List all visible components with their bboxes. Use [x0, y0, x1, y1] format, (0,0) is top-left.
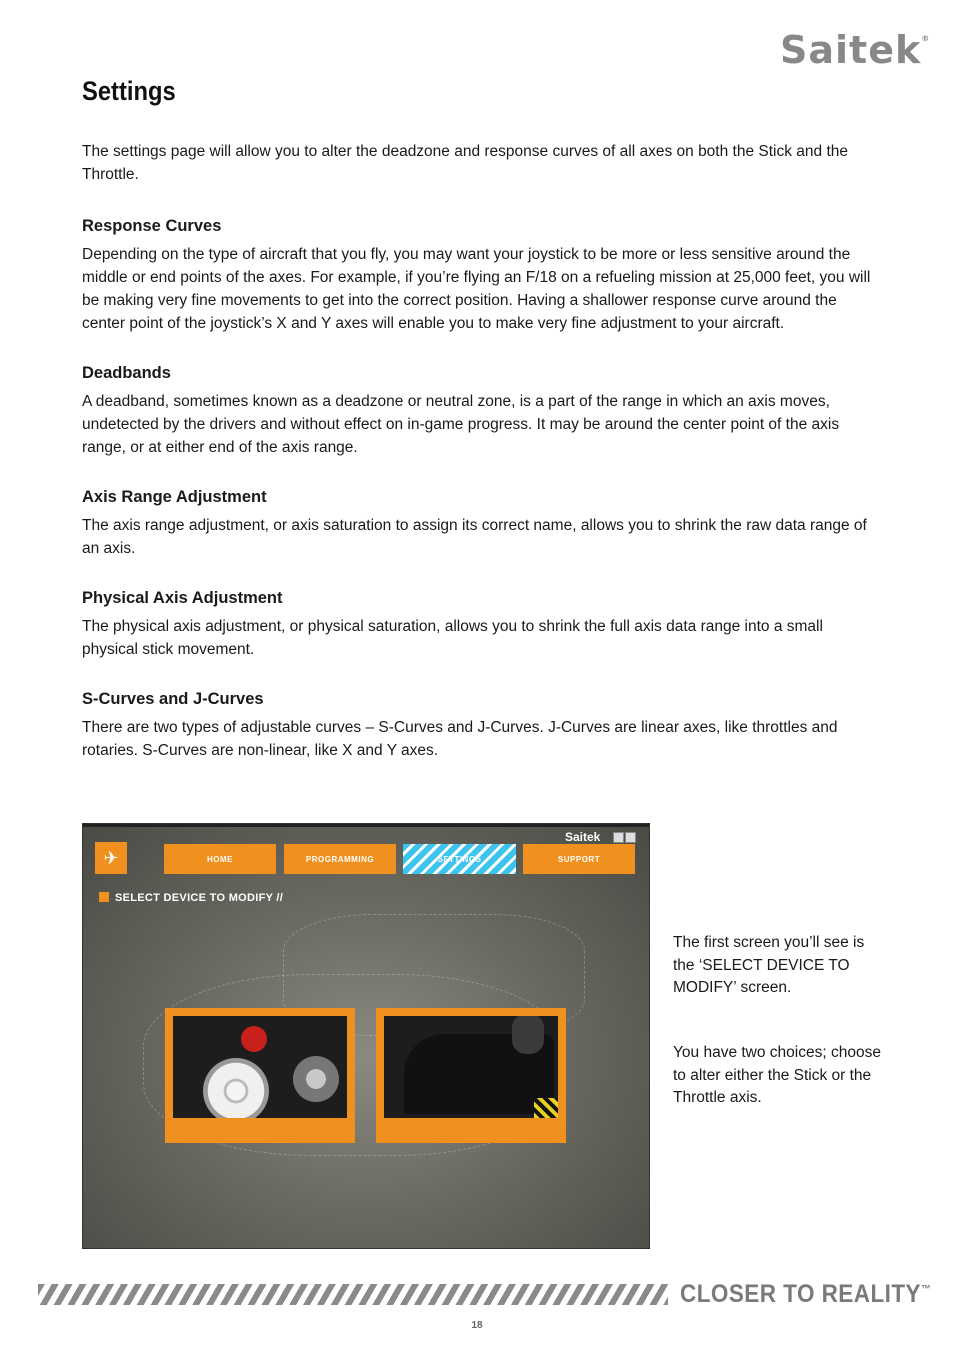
tab-programming[interactable]: PROGRAMMING — [284, 844, 396, 874]
section-physical-axis — [82, 587, 872, 661]
stick-yellow-marking — [534, 1098, 558, 1118]
white-dial — [203, 1058, 269, 1118]
stick-hat — [512, 1016, 544, 1054]
section-body: The physical axis adjustment, or physical saturation, allows you to shrink the full axis data range into a small physical stick movement. — [82, 618, 823, 658]
section-heading: S-Curves and J-Curves — [82, 690, 264, 708]
intro-paragraph: The settings page will allow you to alter the deadzone and response curves of all axes on both the Stick and the Throttle. — [82, 143, 849, 183]
section-response-curves — [82, 215, 872, 335]
side-note-choices: You have two choices; choose to alter either the Stick or the Throttle axis. — [673, 1044, 881, 1106]
grey-dial — [293, 1056, 339, 1102]
tab-home[interactable]: HOME — [164, 844, 276, 874]
page-title: Settings — [82, 76, 176, 106]
device-stick[interactable] — [376, 1008, 566, 1143]
section-axis-range — [82, 486, 872, 560]
section-body: The axis range adjustment, or axis saturation to assign its correct name, allows you to shrink the raw data range of an axis. — [82, 517, 867, 557]
saitek-logo: Saitek® — [780, 28, 931, 72]
section-deadbands — [82, 362, 872, 459]
arrow-icon — [99, 892, 109, 902]
device-throttle[interactable] — [165, 1008, 355, 1143]
page-number: 18 — [471, 1320, 483, 1331]
stick-image — [384, 1016, 558, 1118]
screenshot-titlebar — [83, 824, 649, 827]
section-heading: Deadbands — [82, 364, 171, 382]
section-heading: Response Curves — [82, 217, 222, 235]
main-content — [82, 140, 872, 789]
section-body: There are two types of adjustable curves – S-Curves and J-Curves. J-Curves are linear axes, like throttles and rotaries. S-Curves are non-linear, like X and Y axes. — [82, 719, 838, 759]
select-device-label: SELECT DEVICE TO MODIFY // — [99, 892, 283, 904]
close-icon[interactable] — [625, 832, 636, 843]
tab-settings[interactable]: SETTINGS — [403, 844, 516, 874]
section-s-j-curves — [82, 688, 872, 762]
footer-tagline: CLOSER TO REALITY™ — [680, 1280, 932, 1308]
side-note-first-screen: The first screen you’ll see is the ‘SELECT DEVICE TO MODIFY’ screen. — [673, 934, 865, 996]
software-screenshot — [82, 823, 650, 1249]
section-body: A deadband, sometimes known as a deadzone or neutral zone, is a part of the range in which an axis moves, undetected by the drivers and without effect on in-game progress. It may be around the center point of the axis range, or at either end of the axis range. — [82, 393, 840, 456]
section-heading: Physical Axis Adjustment — [82, 589, 283, 607]
minimize-icon[interactable] — [613, 832, 624, 843]
screenshot-brand: Saitek — [565, 830, 601, 844]
red-button — [241, 1026, 267, 1052]
section-heading: Axis Range Adjustment — [82, 488, 267, 506]
tab-support[interactable]: SUPPORT — [523, 844, 635, 874]
app-jet-icon: ✈ — [95, 842, 127, 874]
throttle-image — [173, 1016, 347, 1118]
section-body: Depending on the type of aircraft that you fly, you may want your joystick to be more or less sensitive around the middle or end points of the axes. For example, if you’re flying an F/18 on a refueling mission at 25,000 feet, you will be making very fine movements to get into the correct position. Having a shallower response curve around the center point of the joystick’s X and Y axes will enable you to make very fine adjustment to your aircraft. — [82, 246, 871, 332]
footer-stripes — [38, 1284, 668, 1305]
